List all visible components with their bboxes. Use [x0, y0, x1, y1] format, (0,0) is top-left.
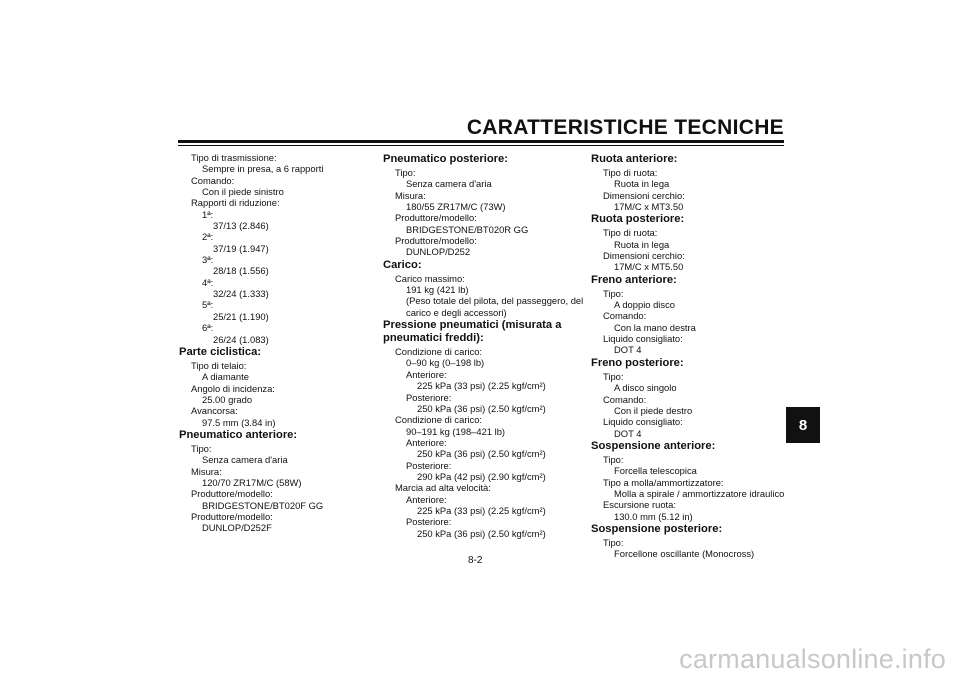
spec-label: Angolo di incidenza: — [191, 382, 275, 394]
spec-label: Liquido consigliato: — [603, 416, 683, 428]
spec-value: 250 kPa (36 psi) (2.50 kgf/cm²) — [417, 448, 546, 460]
spec-note: (Peso totale del pilota, del passeggero, del — [406, 295, 584, 307]
spec-value: DOT 4 — [614, 427, 642, 439]
spec-column-3 — [592, 152, 787, 560]
gear-label: 2ª: — [202, 231, 214, 243]
spec-label: Tipo di ruota: — [603, 227, 658, 239]
spec-value: 17M/C x MT5.50 — [614, 261, 684, 273]
spec-label: Produttore/modello: — [191, 510, 273, 522]
spec-label: Produttore/modello: — [191, 488, 273, 500]
spec-label: Posteriore: — [406, 516, 452, 528]
spec-label: Condizione di carico: — [395, 346, 483, 358]
spec-value: Con il piede destro — [614, 404, 693, 416]
spec-label: Carico massimo: — [395, 272, 465, 284]
spec-value: Forcellone oscillante (Monocross) — [614, 548, 755, 560]
spec-label: Rapporti di riduzione: — [191, 197, 280, 209]
spec-value: 90–191 kg (198–421 lb) — [406, 425, 506, 437]
section-heading: Parte ciclistica: — [179, 345, 262, 358]
spec-value: 290 kPa (42 psi) (2.90 kgf/cm²) — [417, 470, 546, 482]
spec-value: 97.5 mm (3.84 in) — [202, 416, 276, 428]
spec-value: Con la mano destra — [614, 321, 696, 333]
spec-label: Produttore/modello: — [395, 212, 477, 224]
spec-value: DUNLOP/D252 — [406, 246, 471, 258]
section-heading: Sospensione posteriore: — [591, 522, 723, 535]
spec-value: 180/55 ZR17M/C (73W) — [406, 201, 506, 213]
spec-label: Condizione di carico: — [395, 414, 483, 426]
spec-value: Sempre in presa, a 6 rapporti — [202, 163, 324, 175]
spec-label: Tipo: — [603, 536, 624, 548]
spec-label: Tipo a molla/ammortizzatore: — [603, 476, 724, 488]
section-heading: Pressione pneumatici (misurata a — [383, 319, 562, 332]
gear-label: 1ª: — [202, 208, 214, 220]
spec-label: Escursione ruota: — [603, 499, 676, 511]
spec-label: Tipo: — [191, 442, 212, 454]
spec-value: 25.00 grado — [202, 393, 253, 405]
spec-value: A doppio disco — [614, 299, 675, 311]
spec-label: Tipo di telaio: — [191, 359, 247, 371]
spec-value: 225 kPa (33 psi) (2.25 kgf/cm²) — [417, 380, 546, 392]
spec-value: 225 kPa (33 psi) (2.25 kgf/cm²) — [417, 504, 546, 516]
spec-value: 191 kg (421 lb) — [406, 284, 469, 296]
spec-value: 250 kPa (36 psi) (2.50 kgf/cm²) — [417, 402, 546, 414]
spec-value: DUNLOP/D252F — [202, 522, 272, 534]
gear-ratio: 32/24 (1.333) — [213, 288, 269, 300]
spec-value: 130.0 mm (5.12 in) — [614, 510, 693, 522]
section-heading: Freno anteriore: — [591, 273, 677, 286]
gear-ratio: 25/21 (1.190) — [213, 310, 269, 322]
spec-value: Molla a spirale / ammortizzatore idraulico — [614, 487, 785, 499]
section-heading: Pneumatico anteriore: — [179, 428, 298, 441]
spec-label: Comando: — [603, 310, 647, 322]
header-rule-thin — [178, 145, 784, 146]
header-rule — [178, 140, 784, 143]
spec-label: Tipo di trasmissione: — [191, 152, 277, 163]
gear-ratio: 26/24 (1.083) — [213, 333, 269, 345]
page-title: CARATTERISTICHE TECNICHE — [466, 116, 784, 139]
spec-column-2 — [384, 152, 584, 539]
spec-label: Produttore/modello: — [395, 235, 477, 247]
spec-value: Con il piede sinistro — [202, 186, 284, 198]
section-heading: Ruota posteriore: — [591, 213, 685, 226]
spec-value: Senza camera d'aria — [406, 178, 492, 190]
section-heading-cont: pneumatici freddi): — [383, 332, 484, 345]
section-heading: Sospensione anteriore: — [591, 439, 716, 452]
spec-label: Tipo di ruota: — [603, 167, 658, 178]
spec-label: Tipo: — [603, 453, 624, 465]
gear-ratio: 37/13 (2.846) — [213, 220, 269, 232]
spec-label: Anteriore: — [406, 368, 447, 380]
spec-label: Tipo: — [603, 370, 624, 382]
section-heading: Pneumatico posteriore: — [383, 153, 508, 165]
gear-label: 4ª: — [202, 276, 214, 288]
spec-value: Ruota in lega — [614, 178, 670, 190]
spec-value: BRIDGESTONE/BT020F GG — [202, 499, 324, 511]
spec-value: Senza camera d'aria — [202, 454, 288, 466]
spec-label: Liquido consigliato: — [603, 333, 683, 345]
spec-label: Marcia ad alta velocità: — [395, 482, 491, 494]
spec-value: DOT 4 — [614, 344, 642, 356]
spec-label: Dimensioni cerchio: — [603, 189, 685, 201]
spec-value: BRIDGESTONE/BT020R GG — [406, 223, 529, 235]
gear-label: 6ª: — [202, 322, 214, 334]
spec-label: Tipo: — [395, 167, 416, 178]
spec-label: Dimensioni cerchio: — [603, 250, 685, 262]
section-heading: Freno posteriore: — [591, 356, 684, 369]
spec-label: Misura: — [395, 189, 426, 201]
spec-label: Comando: — [191, 174, 235, 186]
page-number: 8-2 — [468, 555, 483, 566]
spec-label: Posteriore: — [406, 391, 452, 403]
spec-label: Posteriore: — [406, 459, 452, 471]
spec-value: 120/70 ZR17M/C (58W) — [202, 476, 302, 488]
spec-label: Misura: — [191, 465, 222, 477]
spec-label: Avancorsa: — [191, 405, 238, 417]
spec-label: Tipo: — [603, 287, 624, 299]
gear-label: 3ª: — [202, 254, 214, 266]
spec-note: carico e degli accessori) — [406, 306, 507, 318]
spec-label: Anteriore: — [406, 436, 447, 448]
chapter-tab: 8 — [786, 407, 820, 443]
spec-column-1 — [180, 152, 365, 534]
spec-value: A diamante — [202, 371, 249, 383]
gear-ratio: 37/19 (1.947) — [213, 242, 269, 254]
section-heading: Ruota anteriore: — [591, 153, 678, 165]
spec-value: Ruota in lega — [614, 238, 670, 250]
section-heading: Carico: — [383, 258, 422, 271]
spec-label: Anteriore: — [406, 493, 447, 505]
spec-label: Comando: — [603, 393, 647, 405]
gear-ratio: 28/18 (1.556) — [213, 265, 269, 277]
spec-value: Forcella telescopica — [614, 465, 697, 477]
watermark: carmanualsonline.info — [679, 644, 946, 674]
gear-label: 5ª: — [202, 299, 214, 311]
spec-value: 17M/C x MT3.50 — [614, 201, 684, 213]
spec-value: 250 kPa (36 psi) (2.50 kgf/cm²) — [417, 527, 546, 539]
spec-value: 0–90 kg (0–198 lb) — [406, 357, 485, 369]
spec-value: A disco singolo — [614, 382, 677, 394]
